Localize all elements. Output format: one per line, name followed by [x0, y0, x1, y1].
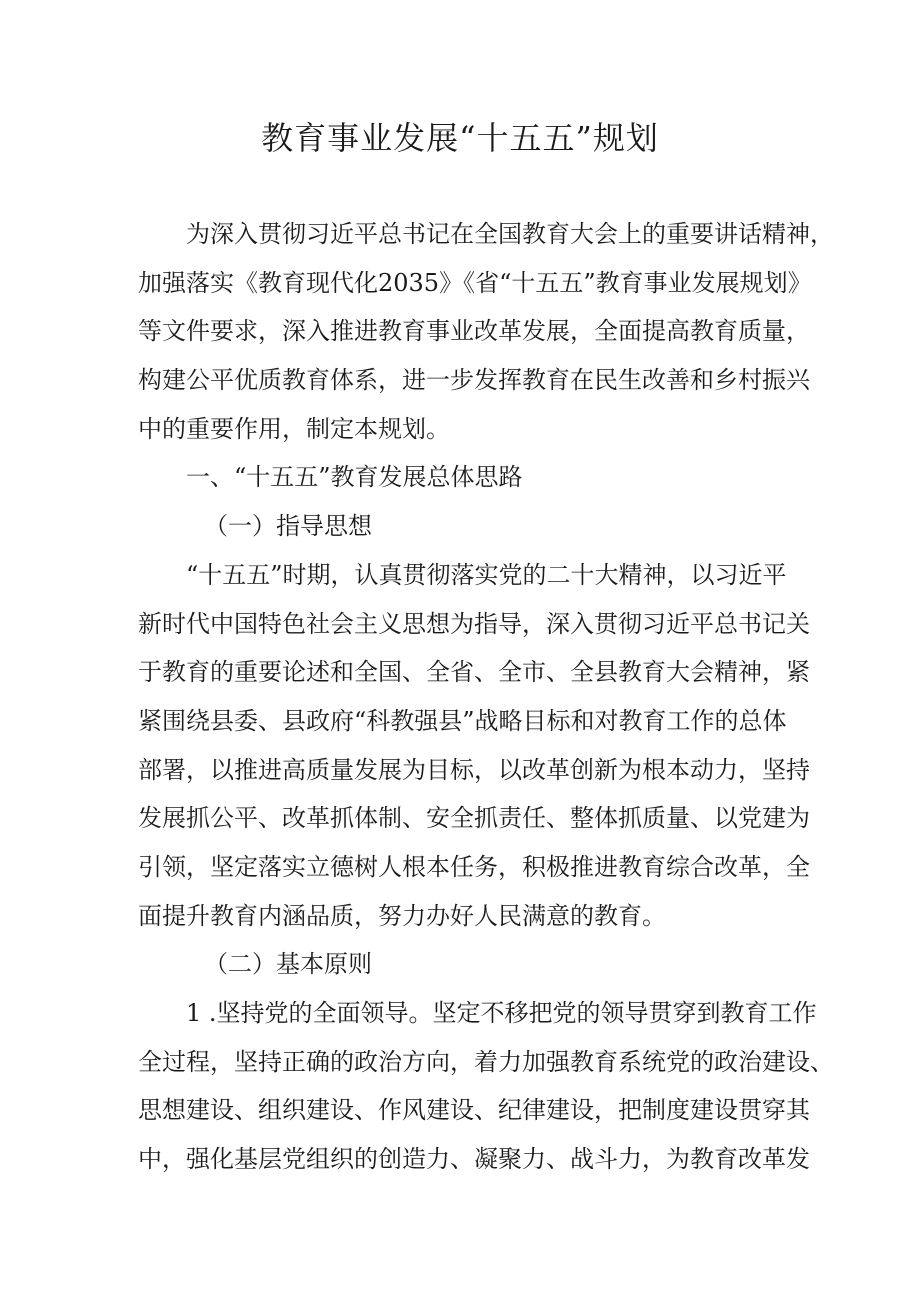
text-line: 思想建设、组织建设、作风建设、纪律建设，把制度建设贯穿其	[138, 1096, 810, 1125]
text-line: 构建公平优质教育体系，进一步发挥教育在民生改善和乡村振兴	[138, 366, 810, 395]
text-line: 全过程，坚持正确的政治方向，着力加强教育系统党的政治建设、	[138, 1047, 834, 1076]
text-line: 面提升教育内涵品质，努力办好人民满意的教育。	[138, 901, 666, 930]
text-line: 为深入贯彻习近平总书记在全国教育大会上的重要讲话精神，	[186, 220, 834, 248]
text-line: 一、“十五五”教育发展总体思路	[186, 463, 523, 492]
text-line: 中，强化基层党组织的创造力、凝聚力、战斗力，为教育改革发	[138, 1145, 810, 1174]
text-line: 等文件要求，深入推进教育事业改革发展，全面提高教育质量，	[138, 317, 810, 346]
document-body	[138, 210, 834, 1184]
text-line: 于教育的重要论述和全国、全省、全市、全县教育大会精神，紧	[138, 658, 810, 687]
text-line: 加强落实《教育现代化2035》《省“十五五”教育事业发展规划》	[138, 268, 812, 297]
text-line: 新时代中国特色社会主义思想为指导，深入贯彻习近平总书记关	[138, 609, 810, 638]
text-line: 紧围绕县委、县政府“科教强县”战略目标和对教育工作的总体	[138, 706, 787, 735]
text-line: （二）基本原则	[204, 950, 372, 979]
text-line: （一）指导思想	[204, 512, 372, 541]
text-line: 部署，以推进高质量发展为目标，以改革创新为根本动力，坚持	[138, 755, 810, 784]
document-title: 教育事业发展“十五五”规划	[261, 119, 659, 157]
text-line: “十五五”时期，认真贯彻落实党的二十大精神，以习近平	[186, 560, 787, 589]
text-line: 1 .坚持党的全面领导。坚定不移把党的领导贯穿到教育工作	[186, 999, 817, 1027]
text-line: 中的重要作用，制定本规划。	[138, 414, 450, 443]
text-line: 引领，坚定落实立德树人根本任务，积极推进教育综合改革，全	[138, 852, 810, 881]
text-line: 发展抓公平、改革抓体制、安全抓责任、整体抓质量、以党建为	[138, 804, 810, 833]
